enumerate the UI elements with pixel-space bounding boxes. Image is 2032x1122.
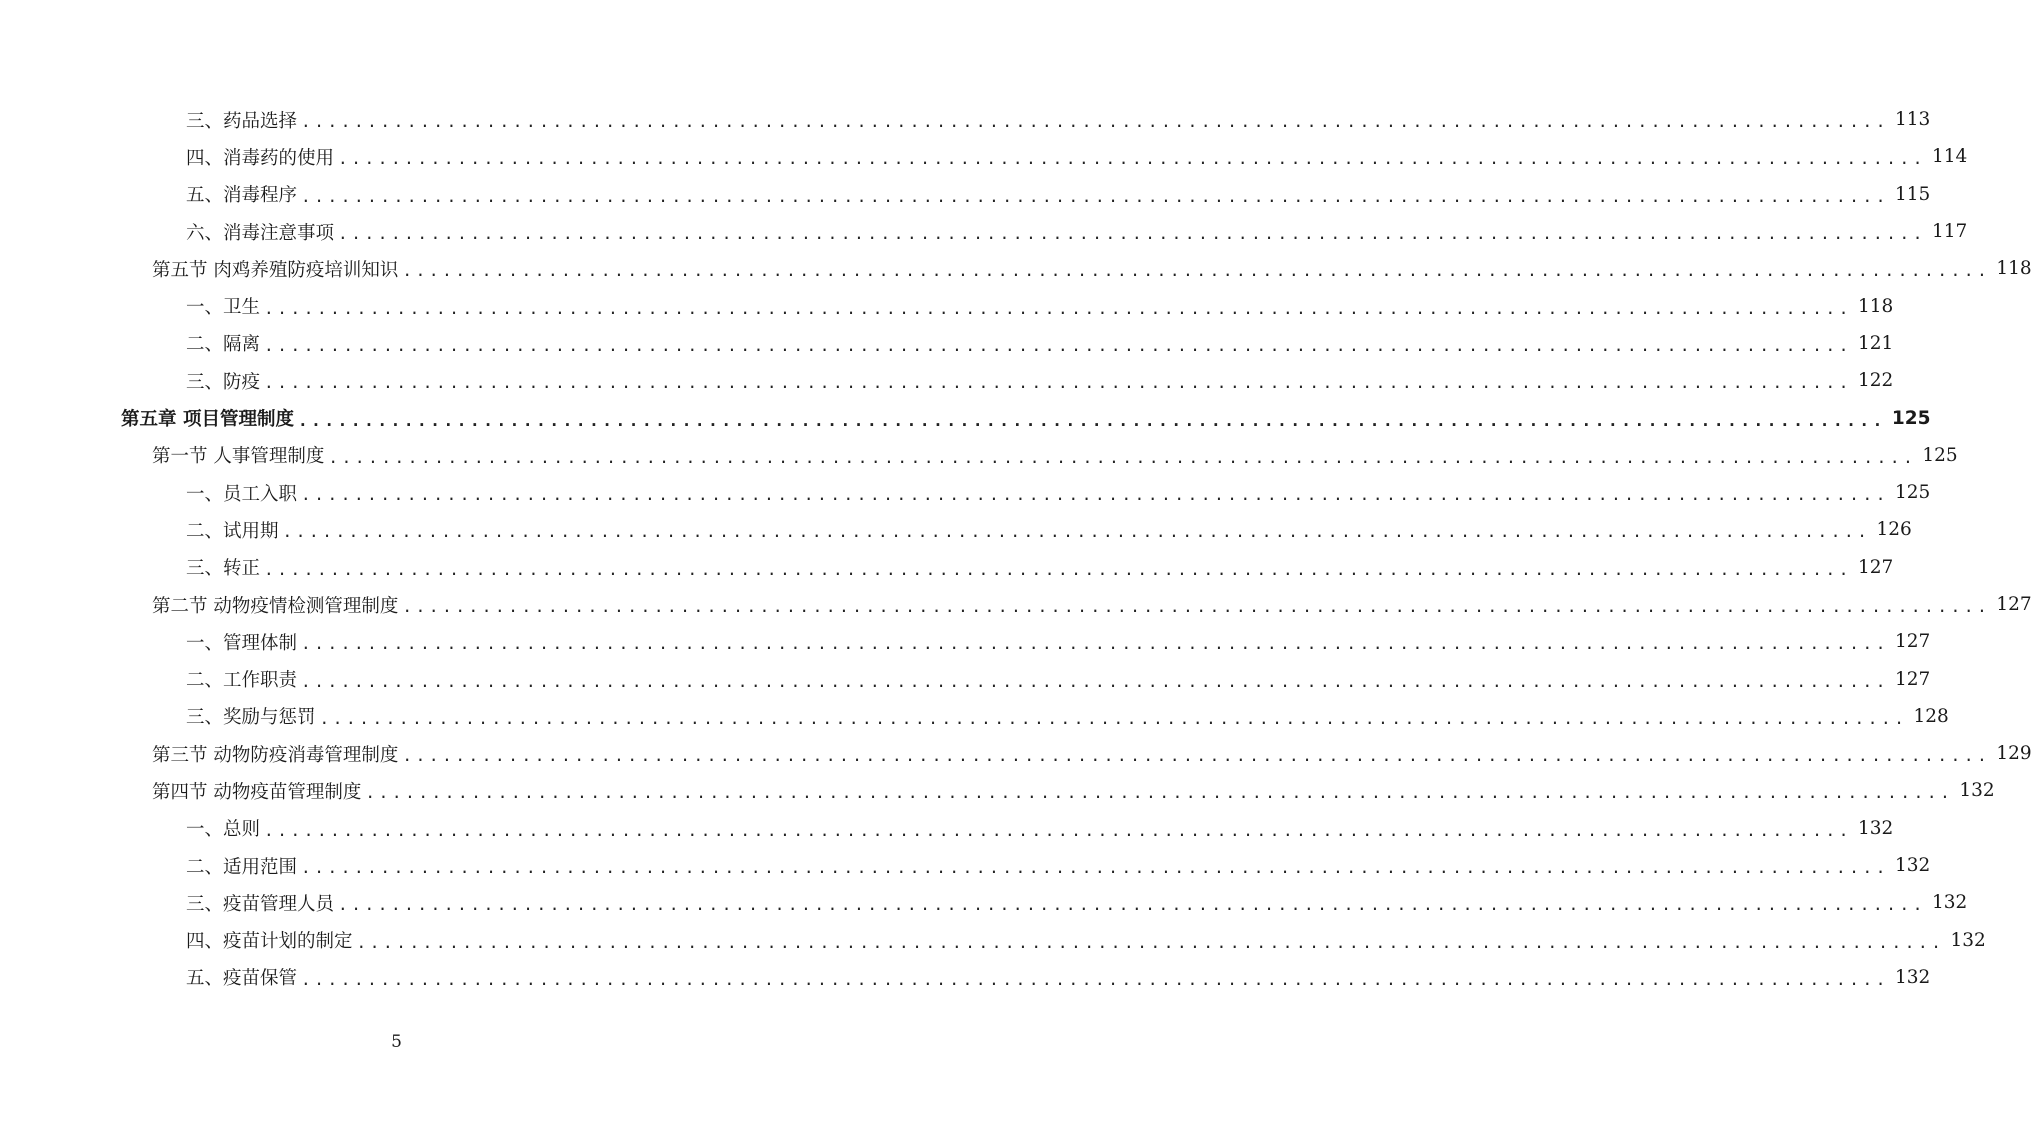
toc-entry-page: 132 [1926, 892, 1967, 913]
toc-entry-item[interactable] [0, 884, 1968, 921]
toc-entry-title: 二、适用范围 [186, 853, 301, 879]
toc-entry-page: 132 [1889, 967, 1930, 988]
toc-entry-page: 118 [1852, 296, 1893, 317]
toc-entry-title: 三、防疫 [186, 368, 264, 394]
toc-entry-item[interactable] [0, 847, 1931, 884]
dot-leader: ........................................................................................................................ [264, 335, 1852, 355]
toc-entry-page: 122 [1852, 370, 1893, 391]
dot-leader: ........................................................................................................................ [264, 820, 1852, 840]
dot-leader: ........................................................................................................................ [328, 447, 1917, 467]
page-number: 5 [391, 1032, 402, 1052]
dot-leader: ........................................................................................................................ [365, 783, 1954, 803]
toc-entry-title: 五、消毒程序 [186, 181, 301, 207]
dot-leader: ........................................................................................................................ [338, 149, 1926, 169]
toc-entry-item[interactable] [0, 959, 1931, 996]
toc-entry-title: 二、隔离 [186, 330, 264, 356]
toc-entry-title: 第二节 动物疫情检测管理制度 [152, 592, 402, 618]
toc-entry-page: 127 [1990, 594, 2031, 615]
toc-entry-title: 三、转正 [186, 554, 264, 580]
toc-entry-page: 113 [1889, 109, 1930, 130]
toc-entry-page: 114 [1926, 146, 1967, 167]
toc-entry-title: 第四节 动物疫苗管理制度 [152, 778, 365, 804]
toc-entry-item[interactable] [0, 698, 1949, 735]
dot-leader: ........................................................................................................................ [319, 708, 1908, 728]
toc-entry-chapter[interactable] [0, 399, 1931, 436]
dot-leader: ........................................................................................................................ [301, 634, 1889, 654]
toc-entry-title: 四、疫苗计划的制定 [186, 927, 357, 953]
toc-entry-title: 二、工作职责 [186, 666, 301, 692]
toc-entry-section[interactable] [0, 586, 2032, 623]
toc-entry-item[interactable] [0, 362, 1894, 399]
toc-entry-item[interactable] [0, 213, 1968, 250]
toc-entry-item[interactable] [0, 922, 1986, 959]
toc-entry-title: 一、管理体制 [186, 629, 301, 655]
toc-entry-title: 第五章 项目管理制度 [121, 405, 298, 431]
dot-leader: ........................................................................................................................ [297, 410, 1886, 430]
dot-leader: ........................................................................................................................ [402, 746, 1991, 766]
dot-leader: ........................................................................................................................ [301, 671, 1889, 691]
toc-entry-title: 第五节 肉鸡养殖防疫培训知识 [152, 256, 402, 282]
toc-entry-section[interactable] [0, 437, 1958, 474]
toc-entry-page: 126 [1870, 519, 1911, 540]
toc-entry-title: 三、药品选择 [186, 107, 301, 133]
toc-entry-page: 128 [1907, 706, 1948, 727]
toc-entry-title: 一、员工入职 [186, 480, 301, 506]
toc-entry-page: 129 [1990, 743, 2031, 764]
toc-entry-page: 125 [1886, 408, 1931, 429]
toc-entry-page: 125 [1889, 482, 1930, 503]
table-of-contents [0, 101, 2032, 996]
toc-entry-title: 二、试用期 [186, 517, 283, 543]
dot-leader: ........................................................................................................................ [282, 522, 1871, 542]
toc-entry-item[interactable] [0, 810, 1894, 847]
toc-entry-title: 五、疫苗保管 [186, 964, 301, 990]
toc-entry-page: 127 [1852, 557, 1893, 578]
toc-entry-page: 132 [1953, 780, 1994, 801]
toc-entry-page: 132 [1852, 818, 1893, 839]
toc-entry-title: 六、消毒注意事项 [186, 219, 338, 245]
toc-entry-item[interactable] [0, 101, 1931, 138]
toc-entry-page: 125 [1916, 445, 1957, 466]
toc-entry-page: 118 [1990, 258, 2031, 279]
toc-entry-page: 132 [1889, 855, 1930, 876]
toc-entry-item[interactable] [0, 325, 1894, 362]
toc-entry-page: 121 [1852, 333, 1893, 354]
toc-entry-title: 第一节 人事管理制度 [152, 442, 328, 468]
toc-entry-item[interactable] [0, 138, 1968, 175]
dot-leader: ........................................................................................................................ [338, 224, 1926, 244]
toc-entry-title: 四、消毒药的使用 [186, 144, 338, 170]
dot-leader: ........................................................................................................................ [301, 485, 1889, 505]
toc-entry-page: 127 [1889, 669, 1930, 690]
dot-leader: ........................................................................................................................ [301, 186, 1889, 206]
toc-entry-item[interactable] [0, 549, 1894, 586]
toc-entry-item[interactable] [0, 660, 1931, 697]
toc-entry-item[interactable] [0, 511, 1912, 548]
toc-entry-section[interactable] [0, 250, 2032, 287]
dot-leader: ........................................................................................................................ [264, 298, 1852, 318]
toc-entry-item[interactable] [0, 287, 1894, 324]
toc-entry-title: 三、奖励与惩罚 [186, 703, 320, 729]
dot-leader: ........................................................................................................................ [301, 969, 1889, 989]
toc-entry-page: 117 [1926, 221, 1967, 242]
toc-entry-page: 115 [1889, 184, 1930, 205]
dot-leader: ........................................................................................................................ [264, 373, 1852, 393]
toc-entry-title: 一、卫生 [186, 293, 264, 319]
toc-entry-page: 127 [1889, 631, 1930, 652]
toc-entry-item[interactable] [0, 623, 1931, 660]
toc-entry-section[interactable] [0, 735, 2032, 772]
dot-leader: ........................................................................................................................ [402, 261, 1991, 281]
dot-leader: ........................................................................................................................ [356, 932, 1945, 952]
toc-entry-page: 132 [1944, 930, 1985, 951]
dot-leader: ........................................................................................................................ [301, 112, 1889, 132]
dot-leader: ........................................................................................................................ [264, 559, 1852, 579]
dot-leader: ........................................................................................................................ [402, 597, 1991, 616]
toc-entry-title: 三、疫苗管理人员 [186, 890, 338, 916]
toc-entry-title: 一、总则 [186, 815, 264, 841]
toc-entry-section[interactable] [0, 772, 1995, 809]
toc-entry-item[interactable] [0, 474, 1931, 511]
toc-entry-title: 第三节 动物防疫消毒管理制度 [152, 741, 402, 767]
toc-entry-item[interactable] [0, 176, 1931, 213]
dot-leader: ........................................................................................................................ [338, 895, 1926, 915]
dot-leader: ........................................................................................................................ [301, 858, 1889, 878]
